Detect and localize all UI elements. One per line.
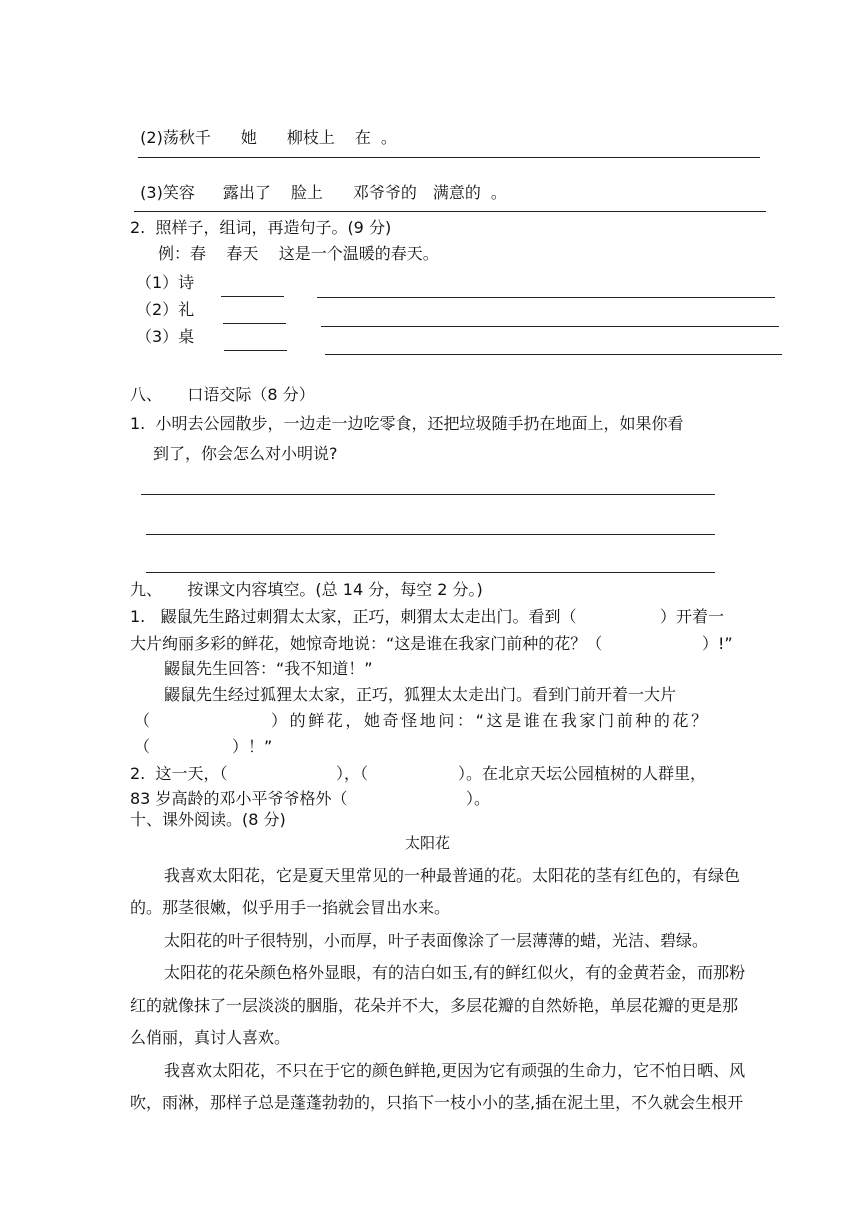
passage-line: 吹，雨淋，那样子总是蓬蓬勃勃的，只掐下一枝小小的茎,插在泥土里，不久就会生根开: [130, 1093, 744, 1112]
answer-line[interactable]: [146, 534, 715, 535]
section-9-p5-rest: ）！”: [232, 737, 273, 756]
section-8-question-line1: 1. 小明去公园散步，一边走一边吃零食，还把垃圾随手扔在地面上，如果你看: [130, 414, 684, 433]
section-9-p2: 鼹鼠先生回答：“我不知道！”: [164, 659, 373, 678]
word: 满意的: [432, 183, 481, 202]
passage-line: 的。那茎很嫩，似乎用手一掐就会冒出水来。: [130, 898, 451, 917]
sentence-2-words: [130, 108, 397, 148]
section-8-heading: 八、 口语交际（8 分）: [130, 385, 315, 404]
question-2-example: 例：春 春天 这是一个温暖的春天。: [158, 244, 439, 263]
passage-line: 我喜欢太阳花，不只在于它的颜色鲜艳,更因为它有顽强的生命力，它不怕日晒、风: [164, 1061, 746, 1080]
section-9-p1b: 大片绚丽多彩的鲜花，她惊奇地说：“这是谁在我家门前种的花？（: [130, 634, 603, 653]
answer-line[interactable]: [138, 157, 760, 158]
section-9-q2-d: 83 岁高龄的邓小平爷爷格外（: [130, 789, 348, 808]
sentence-line[interactable]: [317, 297, 775, 298]
section-9-q2-a: 2. 这一天，（: [130, 764, 228, 783]
section-9-p5-open: （: [134, 737, 151, 756]
word: 她: [240, 128, 257, 147]
word-blank[interactable]: [221, 296, 284, 297]
passage-line: 么俏丽，真讨人喜欢。: [130, 1028, 291, 1047]
sentence-line[interactable]: [325, 354, 782, 355]
word: 露出了: [222, 183, 271, 202]
section-9-p1a: 1. 鼹鼠先生路过刺猬太太家，正巧，刺猬太太走出门。看到（: [130, 607, 577, 626]
word: 柳枝上: [286, 128, 335, 147]
section-9-p1b-end: ）!”: [702, 634, 733, 653]
section-9-p1a-end: ）开着一: [660, 607, 725, 626]
answer-line[interactable]: [134, 211, 766, 212]
answer-line[interactable]: [146, 572, 715, 573]
word: (2)荡秋千: [140, 128, 211, 147]
item-1-label: （1）诗: [136, 273, 195, 292]
sentence-3-words: [130, 163, 507, 203]
word-blank[interactable]: [224, 350, 287, 351]
passage-title: 太阳花: [405, 834, 451, 852]
word: (3)笑容: [140, 183, 195, 202]
sentence-line[interactable]: [321, 326, 779, 327]
section-8-question-line2: 到了，你会怎么对小明说?: [153, 444, 338, 463]
passage-line: 我喜欢太阳花，它是夏天里常见的一种最普通的花。太阳花的茎有红色的，有绿色: [164, 866, 741, 885]
section-9-heading: 九、 按课文内容填空。(总 14 分，每空 2 分。): [130, 580, 483, 599]
passage-line: 太阳花的花朵颜色格外显眼，有的洁白如玉,有的鲜红似火，有的金黄若金，而那粉: [164, 963, 746, 982]
word: 脸上: [290, 183, 323, 202]
word: 邓爷爷的: [352, 183, 417, 202]
word: 在: [354, 128, 371, 147]
section-9-p4-open: （: [134, 711, 151, 730]
answer-line[interactable]: [141, 494, 715, 495]
item-3-label: （3）桌: [136, 327, 195, 346]
question-2-heading: 2. 照样子，组词，再造句子。(9 分): [130, 218, 392, 237]
section-9-p4-rest: ）的鲜花，她奇怪地问：“这是谁在我家门前种的花？: [271, 711, 710, 730]
word: 。: [490, 183, 507, 202]
section-9-q2-b: ），（: [336, 764, 369, 783]
section-9-p3: 鼹鼠先生经过狐狸太太家，正巧，狐狸太太走出门。看到门前开着一大片: [164, 685, 677, 704]
word-blank[interactable]: [223, 323, 286, 324]
section-10-heading: 十、课外阅读。(8 分): [130, 810, 286, 829]
section-9-q2-c: ）。在北京天坛公园植树的人群里，: [458, 764, 707, 783]
section-9-q2-e: ）。: [466, 789, 491, 808]
passage-line: 太阳花的叶子很特别，小而厚，叶子表面像涂了一层薄薄的蜡，光洁、碧绿。: [164, 931, 709, 950]
word: 。: [380, 128, 397, 147]
item-2-label: （2）礼: [136, 300, 195, 319]
passage-line: 红的就像抹了一层淡淡的胭脂，花朵并不大，多层花瓣的自然娇艳，单层花瓣的更是那: [130, 996, 739, 1015]
